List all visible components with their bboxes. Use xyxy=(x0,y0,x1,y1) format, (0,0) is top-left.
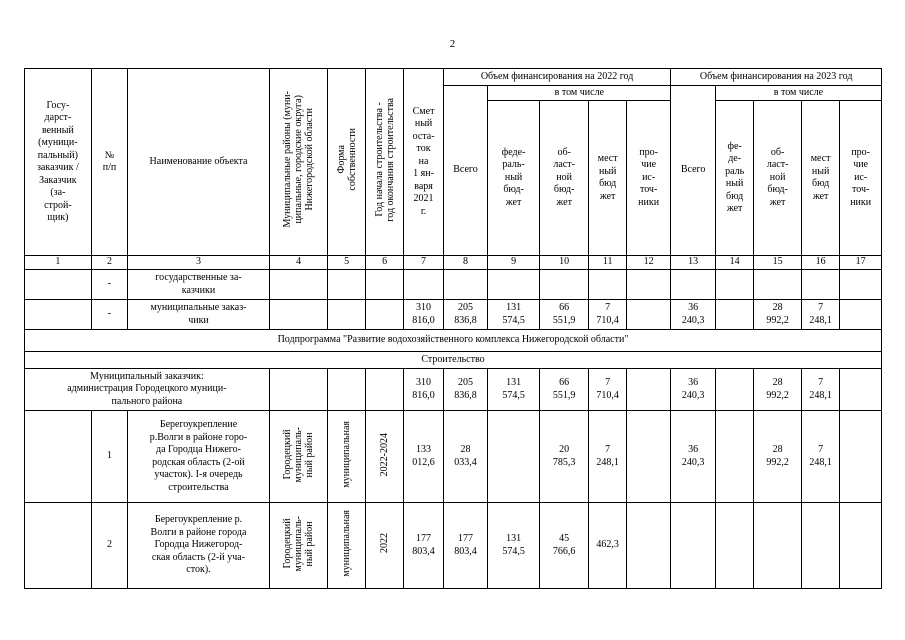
object-name: государственные за- казчики xyxy=(128,270,270,300)
regional-2022: 66 551,9 xyxy=(539,369,589,411)
col-number: 4 xyxy=(269,256,328,270)
row-number: 2 xyxy=(91,503,127,589)
local-2022: 7 710,4 xyxy=(589,369,626,411)
construction-years: 2022-2024 xyxy=(365,411,403,503)
header-local-2022: мест ный бюд жет xyxy=(589,101,626,256)
regional-2022: 45 766,6 xyxy=(539,503,589,589)
header-regional-2023: об- ласт- ной бюд- жет xyxy=(754,101,802,256)
total-2022: 28 033,4 xyxy=(443,411,488,503)
col-number: 17 xyxy=(840,256,882,270)
table-row xyxy=(25,503,882,589)
col-number: 11 xyxy=(589,256,626,270)
total-2023: 36 240,3 xyxy=(671,369,716,411)
col-number: 10 xyxy=(539,256,589,270)
col-number: 7 xyxy=(404,256,443,270)
object-name: Берегоукрепление р.Волги в районе горо- да Городца Нижего- родская область (2-ой участок). I-я очередь строительства xyxy=(128,411,270,503)
header-federal-2023: фе- де- раль ный бюд жет xyxy=(715,101,753,256)
header-object-name: Наименование объекта xyxy=(128,69,270,256)
total-2022: 177 803,4 xyxy=(443,503,488,589)
estimate-balance: 177 803,4 xyxy=(404,503,443,589)
col-number: 5 xyxy=(328,256,365,270)
ownership: муниципальная xyxy=(328,411,365,503)
regional-2023: 28 992,2 xyxy=(754,369,802,411)
local-2023: 7 248,1 xyxy=(801,369,839,411)
regional-2023: 28 992,2 xyxy=(754,300,802,330)
header-total-2023: Всего xyxy=(671,86,716,256)
row-number: - xyxy=(91,270,127,300)
financing-table xyxy=(24,68,882,589)
header-other-2023: про- чие ис- точ- ники xyxy=(840,101,882,256)
local-2022: 7 248,1 xyxy=(589,411,626,503)
col-number: 13 xyxy=(671,256,716,270)
header-financing-2023: Объем финансирования на 2023 год xyxy=(671,69,882,86)
table-row xyxy=(25,411,882,503)
col-number: 16 xyxy=(801,256,839,270)
header-incl-2023: в том числе xyxy=(715,86,881,101)
local-2022: 462,3 xyxy=(589,503,626,589)
local-2023: 7 248,1 xyxy=(801,411,839,503)
regional-2022: 20 785,3 xyxy=(539,411,589,503)
row-number: 1 xyxy=(91,411,127,503)
federal-2022: 131 574,5 xyxy=(488,503,540,589)
header-estimate-balance: Смет ный оста- ток на 1 ян- варя 2021 г. xyxy=(404,69,443,256)
total-2022: 205 836,8 xyxy=(443,300,488,330)
ownership: муниципальная xyxy=(328,503,365,589)
col-number: 3 xyxy=(128,256,270,270)
col-number: 9 xyxy=(488,256,540,270)
construction-years: 2022 xyxy=(365,503,403,589)
regional-2023: 28 992,2 xyxy=(754,411,802,503)
col-number: 15 xyxy=(754,256,802,270)
estimate-balance: 310 816,0 xyxy=(404,369,443,411)
estimate-balance: 310 816,0 xyxy=(404,300,443,330)
header-federal-2022: феде- раль- ный бюд- жет xyxy=(488,101,540,256)
section-construction: Строительство xyxy=(25,352,882,369)
page-number: 2 xyxy=(449,38,456,50)
header-districts: Муниципальные районы (муни- ципальные, городские округа) Нижегородской области xyxy=(269,69,328,256)
table-row xyxy=(25,369,882,411)
col-number: 12 xyxy=(626,256,671,270)
federal-2022: 131 574,5 xyxy=(488,369,540,411)
local-2022: 7 710,4 xyxy=(589,300,626,330)
total-2023: 36 240,3 xyxy=(671,411,716,503)
total-2023: 36 240,3 xyxy=(671,300,716,330)
total-2022: 205 836,8 xyxy=(443,369,488,411)
object-name: Берегоукрепление р. Волги в районе города Городца Нижегород- ская область (2-й уча- сток). xyxy=(128,503,270,589)
header-customer: Госу- дарст- венный (муници- пальный) заказчик / Заказчик (за- строй- щик) xyxy=(25,69,92,256)
table-row xyxy=(25,270,882,300)
subprogram-title: Подпрограмма "Развитие водохозяйственного комплекса Нижегородской области" xyxy=(25,330,882,352)
regional-2022: 66 551,9 xyxy=(539,300,589,330)
header-financing-2022: Объем финансирования на 2022 год xyxy=(443,69,671,86)
district: Городецкий муниципаль- ный район xyxy=(269,503,328,589)
col-number: 1 xyxy=(25,256,92,270)
col-number: 14 xyxy=(715,256,753,270)
table-row xyxy=(25,300,882,330)
district: Городецкий муниципаль- ный район xyxy=(269,411,328,503)
header-other-2022: про- чие ис- точ- ники xyxy=(626,101,671,256)
municipal-customer: Муниципальный заказчик: администрация Городецкого муници- пального района xyxy=(25,369,270,411)
header-years: Год начала строительства - год окончания строительства xyxy=(365,69,403,256)
object-name: муниципальные заказ- чики xyxy=(128,300,270,330)
col-number: 2 xyxy=(91,256,127,270)
header-total-2022: Всего xyxy=(443,86,488,256)
col-number: 6 xyxy=(365,256,403,270)
header-number: № п/п xyxy=(91,69,127,256)
estimate-balance: 133 012,6 xyxy=(404,411,443,503)
header-incl-2022: в том числе xyxy=(488,86,671,101)
col-number: 8 xyxy=(443,256,488,270)
header-local-2023: мест ный бюд жет xyxy=(801,101,839,256)
header-regional-2022: об- ласт- ной бюд- жет xyxy=(539,101,589,256)
local-2023: 7 248,1 xyxy=(801,300,839,330)
column-number-row xyxy=(25,256,882,270)
header-ownership: Форма собственности xyxy=(328,69,365,256)
row-number: - xyxy=(91,300,127,330)
federal-2022: 131 574,5 xyxy=(488,300,540,330)
